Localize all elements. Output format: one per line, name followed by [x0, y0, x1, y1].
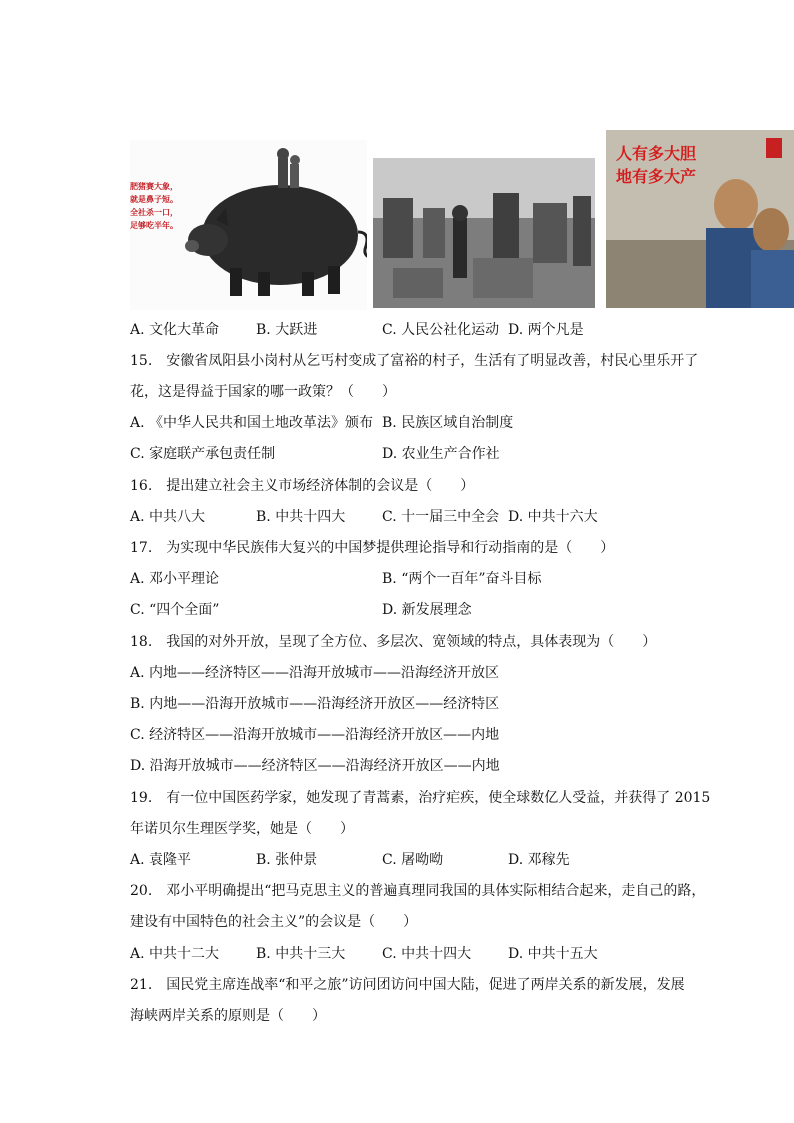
- q15-option-c[interactable]: C. 家庭联产承包责任制: [130, 446, 276, 462]
- q18-option-a[interactable]: A. 内地——经济特区——沿海开放城市——沿海经济开放区: [130, 665, 500, 681]
- poster-title-line: 人有多大胆: [616, 144, 697, 163]
- q19-stem-line-2: 年诺贝尔生理医学奖，她是（ ）: [130, 821, 354, 837]
- q16-option-b[interactable]: B. 中共十四大: [256, 509, 346, 525]
- q18-option-d[interactable]: D. 沿海开放城市——经济特区——沿海经济开放区——内地: [130, 758, 500, 774]
- q17-option-b[interactable]: B. “两个一百年”奋斗目标: [382, 571, 542, 587]
- q15-option-b[interactable]: B. 民族区域自治制度: [382, 415, 514, 431]
- q20-option-c[interactable]: C. 中共十四大: [382, 946, 472, 962]
- q17-stem: 17. 为实现中华民族伟大复兴的中国梦提供理论指导和行动指南的是（ ）: [130, 540, 615, 556]
- q15-option-d[interactable]: D. 农业生产合作社: [382, 446, 500, 462]
- q16-option-a[interactable]: A. 中共八大: [130, 509, 206, 525]
- propaganda-poster: [606, 130, 794, 308]
- q20-stem-line-1: 20. 邓小平明确提出“把马克思主义的普遍真理同我国的具体实际相结合起来，走自己的路，: [130, 883, 706, 899]
- q14-option-a[interactable]: A. 文化大革命: [130, 322, 220, 338]
- giant-pig-drawing: [130, 140, 367, 310]
- pig-caption-line: 就是鼻子短。: [130, 195, 178, 204]
- question-images: [130, 130, 794, 310]
- q20-option-b[interactable]: B. 中共十三大: [256, 946, 346, 962]
- q19-option-b[interactable]: B. 张仲景: [256, 852, 318, 868]
- q14-option-b[interactable]: B. 大跃进: [256, 322, 318, 338]
- q18-option-b[interactable]: B. 内地——沿海开放城市——沿海经济开放区——经济特区: [130, 696, 500, 712]
- q20-option-a[interactable]: A. 中共十二大: [130, 946, 220, 962]
- q20-option-d[interactable]: D. 中共十五大: [508, 946, 598, 962]
- backyard-furnace-photo: [373, 158, 595, 308]
- q15-option-a[interactable]: A. 《中华人民共和国土地改革法》颁布: [130, 415, 374, 431]
- pig-caption-line: 足够吃半年。: [130, 221, 178, 230]
- q21-stem-line-1: 21. 国民党主席连战率“和平之旅”访问团访问中国大陆，促进了两岸关系的新发展，发展: [130, 977, 685, 993]
- q19-option-d[interactable]: D. 邓稼先: [508, 852, 570, 868]
- q21-stem-line-2: 海峡两岸关系的原则是（ ）: [130, 1008, 326, 1024]
- q17-option-a[interactable]: A. 邓小平理论: [130, 571, 220, 587]
- q14-option-c[interactable]: C. 人民公社化运动: [382, 322, 500, 338]
- q18-stem: 18. 我国的对外开放，呈现了全方位、多层次、宽领域的特点，具体表现为（ ）: [130, 634, 657, 650]
- q18-option-c[interactable]: C. 经济特区——沿海开放城市——沿海经济开放区——内地: [130, 727, 500, 743]
- furnace-photo-drawing: [373, 158, 595, 308]
- q17-option-c[interactable]: C. “四个全面”: [130, 602, 220, 618]
- q15-stem-line-1: 15. 安徽省凤阳县小岗村从乞丐村变成了富裕的村子，生活有了明显改善，村民心里乐开了: [130, 353, 699, 369]
- q17-option-d[interactable]: D. 新发展理念: [382, 602, 472, 618]
- q19-option-a[interactable]: A. 袁隆平: [130, 852, 192, 868]
- pig-propaganda-image: [130, 140, 367, 310]
- q16-option-d[interactable]: D. 中共十六大: [508, 509, 598, 525]
- q19-stem-line-1: 19. 有一位中国医药学家，她发现了青蒿素，治疗疟疾，使全球数亿人受益，并获得了 2015: [130, 790, 711, 806]
- poster-title: [616, 142, 716, 188]
- q14-option-d[interactable]: D. 两个凡是: [508, 322, 584, 338]
- poster-title-line: 地有多大产: [616, 167, 697, 186]
- q15-stem-line-2: 花，这是得益于国家的哪一政策？（ ）: [130, 384, 396, 400]
- q19-option-c[interactable]: C. 屠呦呦: [382, 852, 444, 868]
- q20-stem-line-2: 建设有中国特色的社会主义”的会议是（ ）: [130, 914, 418, 930]
- pig-caption-line: 全社杀一口，: [130, 208, 178, 217]
- q16-option-c[interactable]: C. 十一届三中全会: [382, 509, 500, 525]
- pig-caption-line: 肥猪赛大象，: [130, 182, 178, 191]
- q16-stem: 16. 提出建立社会主义市场经济体制的会议是（ ）: [130, 478, 475, 494]
